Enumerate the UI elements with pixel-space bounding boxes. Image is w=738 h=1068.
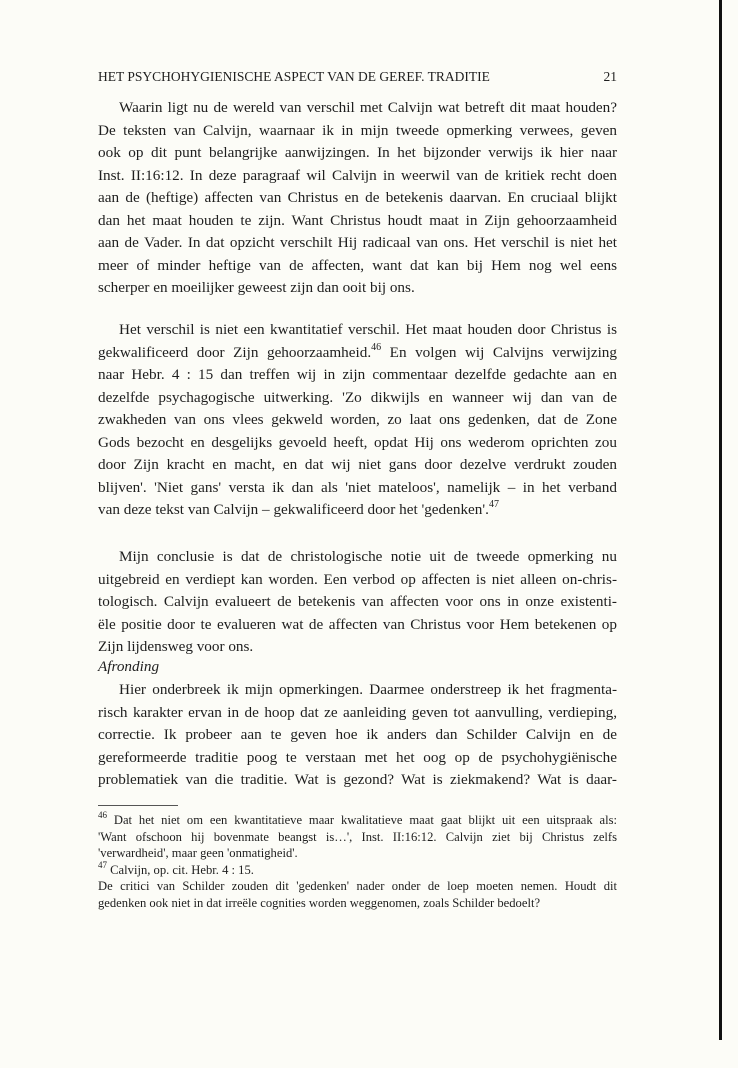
text-line bbox=[119, 320, 617, 340]
text-segment: naar Hebr. 4 : 15 dan treffen wij in zijn commentaar dezelfde gedachte aan en bbox=[98, 366, 617, 384]
text-segment: meer of minder heftige van de affecten, want dat kan bij Hem nog wel eens bbox=[98, 256, 617, 274]
footnote-reference[interactable]: 47 bbox=[488, 499, 499, 511]
text-line bbox=[98, 365, 617, 385]
text-line bbox=[98, 637, 617, 657]
text-segment: ook op dit punt belangrijke aanwijzingen. In het bijzonder verwijs ik hier naar bbox=[98, 144, 617, 162]
text-segment: tologisch. Calvijn evalueert de betekenis van affecten voor ons in onze existenti- bbox=[98, 593, 617, 611]
footnote-line bbox=[98, 845, 617, 861]
running-title: HET PSYCHOHYGIENISCHE ASPECT VAN DE GEREF. TRADITIE bbox=[98, 69, 490, 84]
text-line bbox=[98, 748, 617, 768]
text-line bbox=[98, 570, 617, 590]
text-segment: dezelfde psychagogische uitwerking. 'Zo dikwijls en wanneer wij dan van de bbox=[98, 388, 617, 406]
text-line bbox=[98, 433, 617, 453]
footnote-number: 46 bbox=[98, 810, 107, 820]
text-segment: Gods bezocht en desgelijks gevoeld heeft, opdat Hij ons wederom oprichten zou bbox=[98, 433, 617, 451]
text-segment: De teksten van Calvijn, waarnaar ik in mijn tweede opmerking verwees, geven bbox=[98, 121, 617, 139]
text-line bbox=[119, 98, 617, 118]
text-segment: Hier onderbreek ik mijn opmerkingen. Daarmee onderstreep ik het fragmenta- bbox=[119, 681, 617, 698]
text-line bbox=[98, 211, 617, 231]
text-segment: problematiek van die traditie. Wat is gezond? Wat is ziekmakend? Wat is daar- bbox=[98, 771, 617, 789]
text-segment: En volgen wij Calvijns verwijzing bbox=[381, 343, 617, 361]
text-line bbox=[98, 278, 617, 298]
footnote-line bbox=[98, 878, 617, 894]
text-line bbox=[98, 188, 617, 208]
text-line bbox=[98, 410, 617, 430]
footnote-text: 'Want ofschoon hij bovenmate beangst is…', Inst. II:16:12. Calvijn ziet bij Christus zelfs bbox=[98, 829, 617, 844]
text-line bbox=[98, 121, 617, 141]
text-segment: gereformeerde traditie poog te verstaan met het oog op de psychohygiënische bbox=[98, 748, 617, 766]
text-segment: scherper en moeilijker geweest zijn dan ooit bij ons. bbox=[98, 279, 415, 297]
text-segment: aan de Vader. In dat opzicht verschilt Hij radicaal van ons. Het verschil is niet het bbox=[98, 234, 617, 252]
text-line bbox=[98, 703, 617, 723]
text-segment: dan het maat houden te zijn. Want Christus houdt maat in Zijn gehoorzaamheid bbox=[98, 211, 617, 229]
text-segment: zwakheden van ons vlees gekweld worden, zo laat ons gedenken, dat de Zone bbox=[98, 411, 617, 429]
text-segment: blijven'. 'Niet gans' versta ik dan als 'niet mateloos', namelijk – in het verband bbox=[98, 478, 617, 496]
text-line bbox=[98, 343, 617, 363]
footnote-text: 'verwardheid', maar geen 'onmatigheid'. bbox=[98, 846, 298, 861]
text-segment: Zijn lijdensweg voor ons. bbox=[98, 638, 254, 656]
text-line bbox=[98, 233, 617, 253]
text-line bbox=[98, 592, 617, 612]
text-line bbox=[119, 547, 617, 567]
text-segment: risch karakter ervan in de hoop dat ze aanleiding geven tot aanvulling, verdieping, bbox=[98, 703, 617, 721]
footnote-reference[interactable]: 46 bbox=[371, 341, 382, 353]
text-line bbox=[98, 166, 617, 186]
footnote-number: 47 bbox=[98, 859, 107, 870]
section-heading: Afronding bbox=[98, 658, 160, 675]
footnote-text: Calvijn, op. cit. Hebr. 4 : 15. bbox=[110, 862, 254, 877]
footnote-rule bbox=[98, 805, 178, 806]
text-segment: ële positie door te evalueren wat de affecten van Christus voor Hem betekenen op bbox=[98, 615, 617, 633]
text-line bbox=[98, 770, 617, 790]
text-segment: van deze tekst van Calvijn – gekwalificeerd door het 'gedenken'. bbox=[98, 501, 489, 519]
text-line bbox=[98, 455, 617, 475]
text-line bbox=[98, 725, 617, 745]
footnote-text: Dat het niet om een kwantitatieve maar kwalitatieve maat gaat blijkt uit een uitspraak als: bbox=[113, 813, 617, 827]
text-segment: Inst. II:16:12. In deze paragraaf wil Calvijn in weerwil van de kritiek recht doen bbox=[98, 166, 617, 184]
text-line bbox=[98, 500, 617, 520]
text-line bbox=[98, 143, 617, 163]
scan-page-edge bbox=[719, 0, 722, 1040]
text-segment: correctie. Ik probeer aan te geven hoe ik anders dan Schilder Calvijn en de bbox=[98, 726, 617, 744]
text-segment: door Zijn kracht en macht, en dat wij niet gans door dezelve verdrukt zouden bbox=[98, 456, 617, 474]
text-line bbox=[98, 256, 617, 276]
footnote-text: De critici van Schilder zouden dit 'gedenken' nader onder de loep moeten nemen. Houdt dit bbox=[98, 879, 617, 894]
running-header bbox=[98, 69, 617, 85]
text-segment: Mijn conclusie is dat de christologische notie uit de tweede opmerking nu bbox=[119, 548, 617, 565]
footnote-line bbox=[98, 829, 617, 845]
text-line bbox=[98, 478, 617, 498]
text-segment: Het verschil is niet een kwantitatief verschil. Het maat houden door Christus is bbox=[119, 321, 617, 338]
text-line bbox=[98, 615, 617, 635]
text-line bbox=[119, 680, 617, 700]
text-segment: aan de (heftige) affecten van Christus en de betekenis daarvan. En cruciaal blijkt bbox=[98, 189, 617, 207]
footnote-line bbox=[98, 895, 617, 911]
text-line bbox=[98, 388, 617, 408]
footnote-text: gedenken ook niet in dat irreële cognities worden weggenomen, zoals Schilder bedoelt? bbox=[98, 896, 541, 910]
footnote-line bbox=[98, 812, 617, 828]
text-segment: uitgebreid en verdiept kan worden. Een verbod op affecten is niet alleen on-chris- bbox=[98, 570, 617, 588]
text-segment: Waarin ligt nu de wereld van verschil met Calvijn wat betreft dit maat houden? bbox=[119, 99, 617, 116]
footnote-line bbox=[98, 859, 617, 878]
page-number: 21 bbox=[603, 69, 617, 84]
text-segment: gekwalificeerd door Zijn gehoorzaamheid. bbox=[98, 343, 372, 361]
